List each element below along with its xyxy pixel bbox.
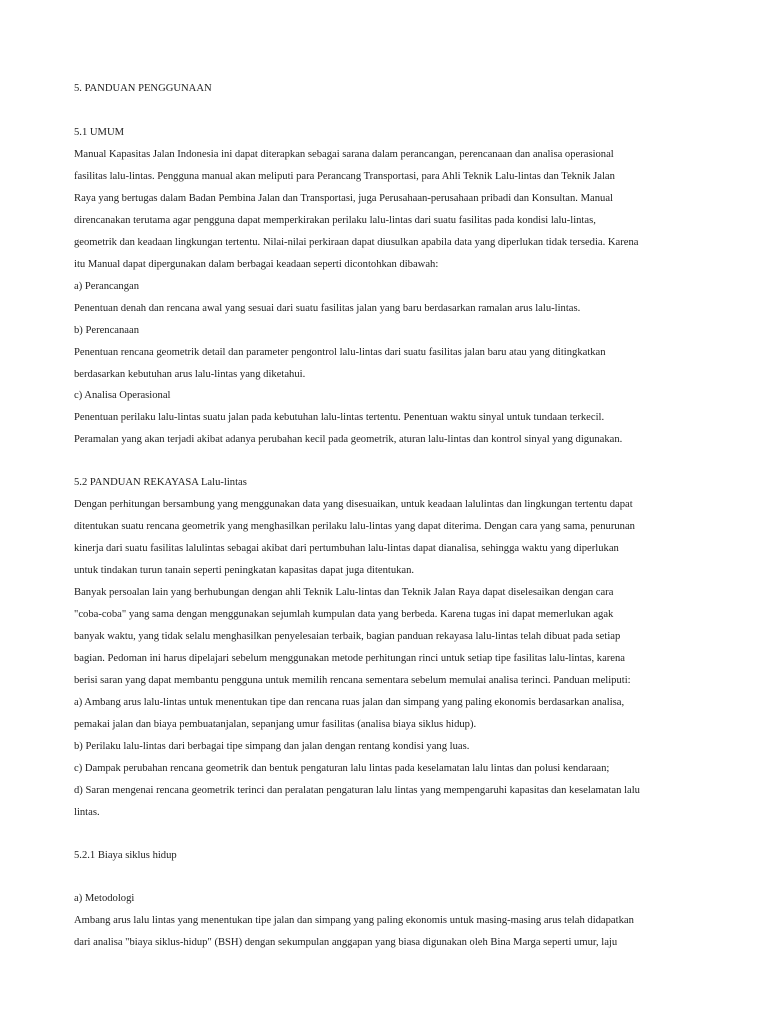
paragraph-line: Penentuan denah dan rencana awal yang sesuai dari suatu fasilitas jalan yang baru berdasarkan ramalan arus lalu-lintas.: [74, 303, 581, 314]
paragraph-line: Penentuan perilaku lalu-lintas suatu jalan pada kebutuhan lalu-lintas tertentu. Penentuan waktu sinyal untuk tundaan terkecil.: [74, 412, 605, 423]
list-label-perancangan: a) Perancangan: [74, 281, 139, 292]
section-5-2-heading: 5.2 PANDUAN REKAYASA Lalu-lintas: [74, 477, 247, 488]
list-item: c) Dampak perubahan rencana geometrik dan bentuk pengaturan lalu lintas pada keselamatan lalu lintas dan polusi kendaraan;: [74, 763, 610, 774]
paragraph-line: kinerja dari suatu fasilitas lalulintas sebagai akibat dari pertumbuhan lalu-lintas dapat dianalisa, sehingga waktu yang diperlukan: [74, 543, 619, 554]
list-item: b) Perilaku lalu-lintas dari berbagai tipe simpang dan jalan dengan rentang kondisi yang luas.: [74, 741, 470, 752]
document-title: 5. PANDUAN PENGGUNAAN: [74, 83, 212, 94]
paragraph-line: "coba-coba" yang sama dengan menggunakan sejumlah kumpulan data yang berbeda. Karena tugas ini dapat memerlukan agak: [74, 609, 614, 620]
paragraph-line: banyak waktu, yang tidak selalu menghasilkan penyelesaian terbaik, bagian panduan rekayasa lalu-lintas telah dibuat pada setiap: [74, 631, 621, 642]
paragraph-line: berdasarkan kebutuhan arus lalu-lintas yang diketahui.: [74, 369, 306, 380]
list-item: d) Saran mengenai rencana geometrik terinci dan peralatan pengaturan lalu lintas yang mempengaruhi kapasitas dan keselamatan lalu: [74, 785, 640, 796]
paragraph-line: bagian. Pedoman ini harus dipelajari sebelum menggunakan metode perhitungan rinci untuk setiap tipe fasilitas lalu-lintas, karena: [74, 653, 626, 664]
paragraph-line: direncanakan terutama agar pengguna dapat memperkirakan perilaku lalu-lintas dari suatu fasilitas pada kondisi lalu-lintas,: [74, 215, 596, 226]
list-item: lintas.: [74, 807, 100, 818]
section-5-1-heading: 5.1 UMUM: [74, 127, 125, 138]
paragraph-line: Ambang arus lalu lintas yang menentukan tipe jalan dan simpang yang paling ekonomis untuk masing-masing arus telah didapatkan: [74, 915, 634, 926]
paragraph-line: untuk tindakan turun tanain seperti peningkatan kapasitas dapat juga ditentukan.: [74, 565, 415, 576]
paragraph-line: dari analisa "biaya siklus-hidup" (BSH) dengan sekumpulan anggapan yang biasa digunakan oleh Bina Marga seperti umur, laju: [74, 937, 618, 948]
list-item: pemakai jalan dan biaya pembuatanjalan, sepanjang umur fasilitas (analisa biaya siklus hidup).: [74, 719, 477, 730]
paragraph-line: Manual Kapasitas Jalan Indonesia ini dapat diterapkan sebagai sarana dalam perancangan, perencanaan dan analisa operasional: [74, 149, 614, 160]
paragraph-line: Banyak persoalan lain yang berhubungan dengan ahli Teknik Lalu-lintas dan Teknik Jalan Raya dapat diselesaikan dengan cara: [74, 587, 614, 598]
paragraph-line: Penentuan rencana geometrik detail dan parameter pengontrol lalu-lintas dari suatu fasilitas jalan baru atau yang ditingkatkan: [74, 347, 606, 358]
list-item: a) Ambang arus lalu-lintas untuk menentukan tipe dan rencana ruas jalan dan simpang yang paling ekonomis berdasarkan analisa,: [74, 697, 625, 708]
paragraph-line: fasilitas lalu-lintas. Pengguna manual akan meliputi para Perancang Transportasi, para Ahli Teknik Lalu-lintas dan Teknik Jalan: [74, 171, 615, 182]
paragraph-line: Raya yang bertugas dalam Badan Pembina Jalan dan Transportasi, juga Perusahaan-perusahaan pribadi dan Konsultan. Manual: [74, 193, 613, 204]
paragraph-line: Dengan perhitungan bersambung yang menggunakan data yang disesuaikan, untuk keadaan lalulintas dan lingkungan tertentu dapat: [74, 499, 633, 510]
paragraph-line: Peramalan yang akan terjadi akibat adanya perubahan kecil pada geometrik, aturan lalu-lintas dan kontrol sinyal yang digunakan.: [74, 434, 623, 445]
sub-heading-metodologi: a) Metodologi: [74, 893, 135, 904]
list-label-perencanaan: b) Perencanaan: [74, 325, 139, 336]
section-5-2-1-heading: 5.2.1 Biaya siklus hidup: [74, 850, 177, 861]
list-label-analisa-operasional: c) Analisa Operasional: [74, 390, 171, 401]
paragraph-line: itu Manual dapat dipergunakan dalam berbagai keadaan seperti dicontohkan dibawah:: [74, 259, 439, 270]
paragraph-line: ditentukan suatu rencana geometrik yang menghasilkan perilaku lalu-lintas yang dapat diterima. Dengan cara yang sama, penurunan: [74, 521, 635, 532]
paragraph-line: berisi saran yang dapat membantu pengguna untuk memilih rencana sementara sebelum memulai analisa terinci. Panduan meliputi:: [74, 675, 631, 686]
paragraph-line: geometrik dan keadaan lingkungan tertentu. Nilai-nilai perkiraan dapat diusulkan apabila data yang diperlukan tidak tersedia. Karena: [74, 237, 639, 248]
